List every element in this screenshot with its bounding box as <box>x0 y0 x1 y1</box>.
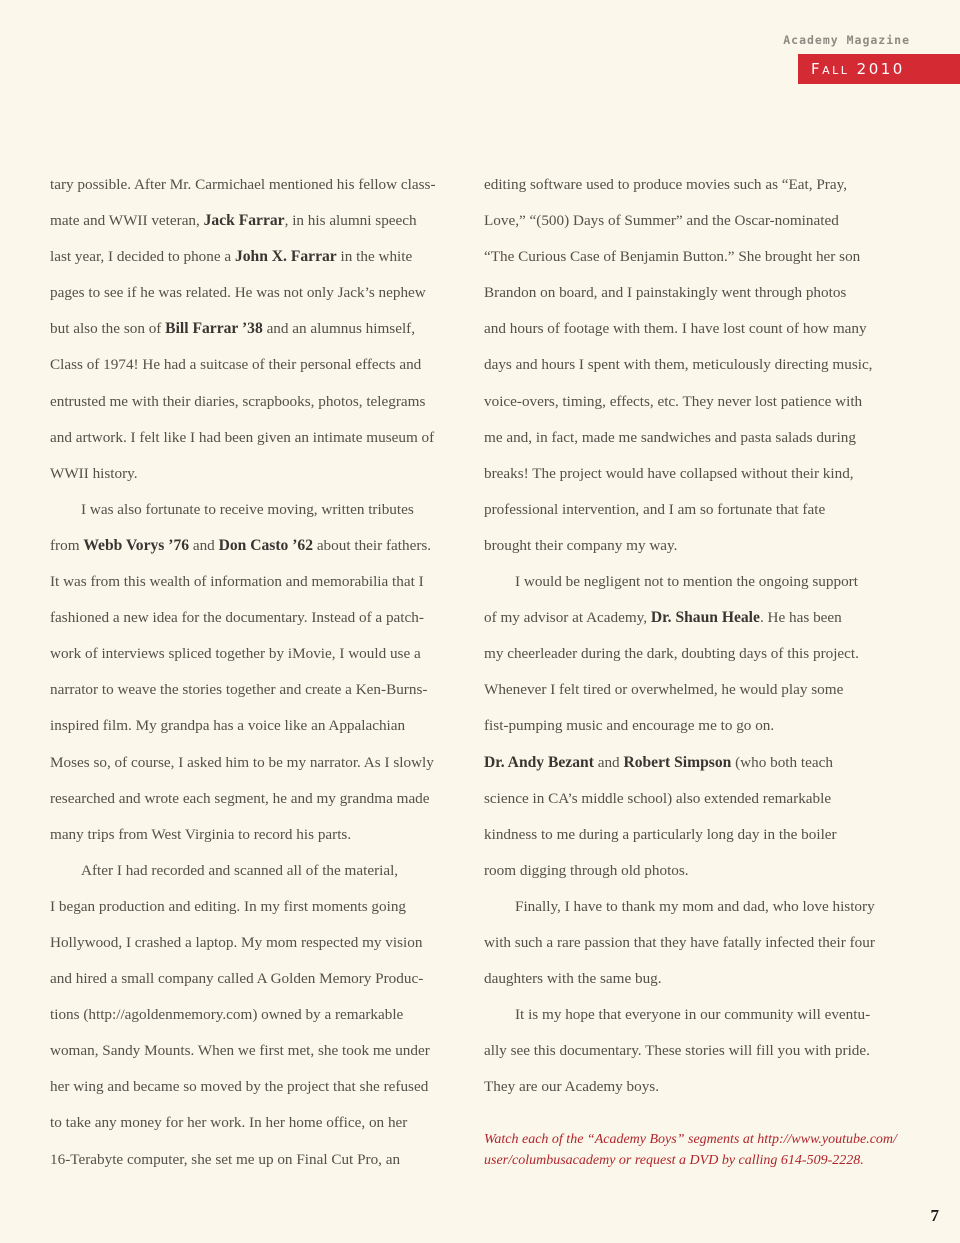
text-line <box>50 347 455 383</box>
text-line <box>484 708 889 744</box>
text-line <box>50 745 455 781</box>
person-name: Bill Farrar ’38 <box>165 320 263 338</box>
text-run: fashioned a new idea for the documentary. Instead of a patch- <box>50 609 424 627</box>
text-run: editing software used to produce movies such as “Eat, Pray, <box>484 176 847 193</box>
text-run: Class of 1974! He had a suitcase of their personal effects and <box>50 356 422 374</box>
text-run: I began production and editing. In my first moments going <box>50 897 407 915</box>
text-run: researched and wrote each segment, he and my grandma made <box>50 789 430 807</box>
text-run: brought their company my way. <box>484 536 678 554</box>
video-footnote <box>484 1129 904 1171</box>
text-run: science in CA’s middle school) also extended remarkable <box>484 789 832 807</box>
text-run: from <box>50 536 84 554</box>
text-line <box>484 456 889 492</box>
text-line <box>484 564 889 600</box>
text-run: last year, I decided to phone a <box>50 248 235 266</box>
text-line <box>484 600 889 636</box>
text-run: and <box>189 536 219 554</box>
text-line <box>50 600 455 636</box>
text-run: mate and WWII veteran, <box>50 212 204 230</box>
text-run: breaks! The project would have collapsed without their kind, <box>484 464 854 482</box>
footnote-line-2: user/columbusacademy or request a DVD by calling 614-509-2228. <box>484 1153 864 1168</box>
text-run: It is my hope that everyone in our community will eventu- <box>515 1006 871 1024</box>
text-run: voice-overs, timing, effects, etc. They never lost patience with <box>484 392 863 410</box>
person-name: Don Casto ’62 <box>218 536 314 554</box>
text-line <box>484 889 889 925</box>
text-run: of my advisor at Academy, <box>484 609 651 627</box>
text-run: Whenever I felt tired or overwhelmed, he would play some <box>484 681 844 699</box>
text-run: with such a rare passion that they have fatally infected their four <box>484 933 875 951</box>
issue-badge <box>798 54 960 84</box>
text-run: “The Curious Case of Benjamin Button.” She brought her son <box>484 248 861 266</box>
person-name: Webb Vorys ’76 <box>83 536 190 554</box>
text-line <box>50 203 455 239</box>
text-run: and hired a small company called A Golden Memory Produc- <box>50 970 424 988</box>
text-run: Moses so, of course, I asked him to be my narrator. As I slowly <box>50 753 434 771</box>
text-run: Hollywood, I crashed a laptop. My mom respected my vision <box>50 933 423 951</box>
text-line <box>50 492 455 528</box>
text-run: days and hours I spent with them, meticulously directing music, <box>484 356 873 374</box>
text-run: , in his alumni speech <box>284 212 417 230</box>
text-run: I was also fortunate to receive moving, written tributes <box>81 500 414 518</box>
text-line <box>484 997 889 1033</box>
text-line <box>484 961 889 997</box>
text-run: and an alumnus himself, <box>262 320 416 338</box>
text-line <box>484 203 889 239</box>
text-run: kindness to me during a particularly long day in the boiler <box>484 825 837 843</box>
text-line <box>50 1142 455 1178</box>
text-line <box>50 456 455 492</box>
text-line <box>50 275 455 311</box>
text-run: her wing and became so moved by the project that she refused <box>50 1078 429 1096</box>
text-line <box>484 672 889 708</box>
text-line <box>484 636 889 672</box>
text-run: woman, Sandy Mounts. When we first met, she took me under <box>50 1042 430 1060</box>
person-name: John X. Farrar <box>234 248 337 266</box>
person-name: Dr. Andy Bezant <box>484 753 594 771</box>
text-run: daughters with the same bug. <box>484 970 662 988</box>
text-line <box>484 239 889 275</box>
issue-label: Fall 2010 <box>811 60 905 78</box>
text-line <box>50 708 455 744</box>
text-run: ally see this documentary. These stories will fill you with pride. <box>484 1042 870 1060</box>
text-line <box>484 853 889 889</box>
text-line <box>50 528 455 564</box>
text-run: inspired film. My grandpa has a voice like an Appalachian <box>50 717 406 735</box>
text-line <box>50 311 455 347</box>
text-line <box>484 925 889 961</box>
person-name: Dr. Shaun Heale <box>650 609 760 627</box>
text-run: to take any money for her work. In her home office, on her <box>50 1114 408 1132</box>
text-line <box>50 420 455 456</box>
text-line <box>50 167 455 203</box>
text-line <box>50 636 455 672</box>
text-line <box>484 781 889 817</box>
text-run: me and, in fact, made me sandwiches and pasta salads during <box>484 428 856 446</box>
text-line <box>50 564 455 600</box>
text-line <box>50 239 455 275</box>
text-run: They are our Academy boys. <box>484 1078 660 1096</box>
text-run: my cheerleader during the dark, doubting days of this project. <box>484 645 859 663</box>
text-line <box>50 672 455 708</box>
text-line <box>484 420 889 456</box>
text-line <box>484 275 889 311</box>
text-line <box>50 853 455 889</box>
text-run: and artwork. I felt like I had been given an intimate museum of <box>50 428 435 446</box>
text-line <box>484 347 889 383</box>
text-run: (who both teach <box>731 753 833 771</box>
text-run: and <box>593 753 624 771</box>
page-number: 7 <box>930 1206 939 1225</box>
text-line <box>50 925 455 961</box>
left-column <box>50 167 455 1178</box>
text-line <box>484 167 889 203</box>
person-name: Jack Farrar <box>203 212 285 230</box>
footnote-line-1: Watch each of the “Academy Boys” segments at http://www.youtube.com/ <box>484 1132 897 1147</box>
text-run: entrusted me with their diaries, scrapbooks, photos, telegrams <box>50 392 426 410</box>
text-line <box>50 1069 455 1105</box>
text-line <box>484 1069 889 1105</box>
text-run: tary possible. After Mr. Carmichael mentioned his fellow class- <box>50 176 436 193</box>
text-line <box>50 781 455 817</box>
right-column <box>484 167 889 1105</box>
text-run: in the white <box>336 248 413 266</box>
text-run: Finally, I have to thank my mom and dad, who love history <box>515 897 875 915</box>
text-run: Love,” “(500) Days of Summer” and the Oscar-nominated <box>484 212 839 230</box>
text-line <box>50 889 455 925</box>
text-line <box>50 961 455 997</box>
text-line <box>50 1105 455 1141</box>
text-line <box>484 745 889 781</box>
text-run: room digging through old photos. <box>484 861 689 879</box>
text-run: about their fathers. <box>313 536 432 554</box>
text-run: pages to see if he was related. He was not only Jack’s nephew <box>50 284 426 302</box>
text-line <box>484 311 889 347</box>
text-line <box>50 817 455 853</box>
text-run: It was from this wealth of information and memorabilia that I <box>50 573 424 591</box>
text-run: I would be negligent not to mention the ongoing support <box>515 573 858 591</box>
text-run: but also the son of <box>50 320 166 338</box>
text-line <box>484 817 889 853</box>
text-run: WWII history. <box>50 464 138 482</box>
text-line <box>484 528 889 564</box>
text-run: narrator to weave the stories together and create a Ken-Burns- <box>50 681 428 699</box>
text-run: many trips from West Virginia to record his parts. <box>50 825 352 843</box>
text-run: fist-pumping music and encourage me to go on. <box>484 717 775 735</box>
text-line <box>50 997 455 1033</box>
text-run: work of interviews spliced together by iMovie, I would use a <box>50 645 421 663</box>
text-line <box>484 384 889 420</box>
text-run: tions (http://agoldenmemory.com) owned by a remarkable <box>50 1006 404 1024</box>
text-run: professional intervention, and I am so fortunate that fate <box>484 500 826 518</box>
text-line <box>50 1033 455 1069</box>
text-run: After I had recorded and scanned all of the material, <box>81 861 399 879</box>
text-run: 16-Terabyte computer, she set me up on Final Cut Pro, an <box>50 1150 401 1168</box>
publication-name: Academy Magazine <box>783 33 910 47</box>
person-name: Robert Simpson <box>623 753 732 771</box>
text-line <box>484 492 889 528</box>
text-run: Brandon on board, and I painstakingly went through photos <box>484 284 847 302</box>
text-run: . He has been <box>759 609 842 627</box>
text-run: and hours of footage with them. I have lost count of how many <box>484 320 867 338</box>
text-line <box>484 1033 889 1069</box>
text-line <box>50 384 455 420</box>
